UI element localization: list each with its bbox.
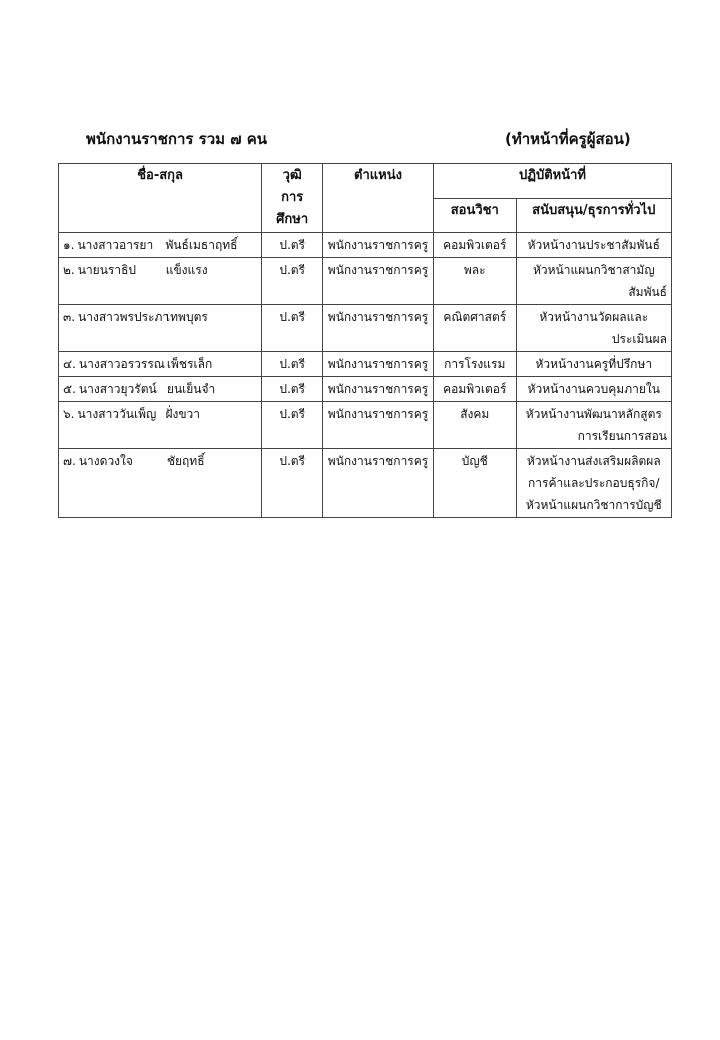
table-row: [59, 352, 672, 377]
staff-subject-cell: คอมพิวเตอร์: [433, 233, 516, 258]
support-duty-line: ประเมินผล: [611, 332, 667, 346]
staff-first-name: นางดวงใจ: [78, 454, 133, 468]
support-duty-line: หัวหน้างานครูที่ปรึกษา: [535, 357, 653, 371]
staff-support-duty-cell: [516, 352, 671, 377]
support-duty-line: หัวหน้างานวัดผลและ: [539, 310, 649, 324]
staff-education-cell: ป.ตรี: [262, 402, 323, 449]
column-header-support: สนับสนุน/ธุรการทั่วไป: [516, 198, 671, 233]
staff-support-duty-cell: [516, 305, 671, 352]
staff-education-cell: ป.ตรี: [262, 449, 323, 518]
support-duty-line: หัวหน้างานประชาสัมพันธ์: [527, 238, 660, 252]
table-row: [59, 233, 672, 258]
staff-table: [58, 163, 672, 518]
staff-subject-cell: พละ: [433, 258, 516, 305]
table-row: [59, 449, 672, 518]
staff-position-cell: พนักงานราชการครู: [323, 352, 434, 377]
staff-table-body: [59, 233, 672, 518]
staff-last-name: ยนเย็นจำ: [166, 382, 216, 396]
support-duty-line: การเรียนการสอน: [577, 429, 667, 443]
support-duty-line: สัมพันธ์: [628, 285, 667, 299]
staff-subject-cell: คอมพิวเตอร์: [433, 377, 516, 402]
staff-support-duty-cell: [516, 258, 671, 305]
staff-support-duty-cell: [516, 402, 671, 449]
section-role-note: (ทำหน้าที่ครูผู้สอน): [505, 130, 631, 148]
staff-name-cell: [59, 402, 262, 449]
staff-number: ๗.: [63, 454, 76, 468]
staff-last-name: เพ็ชรเล็ก: [166, 357, 213, 371]
support-duty-line: หัวหน้าแผนกวิชาการบัญชี: [525, 498, 662, 512]
staff-first-name: นางสาวอารยา: [77, 238, 154, 252]
staff-first-name: นางสาววันเพ็ญ: [77, 407, 157, 421]
staff-position-cell: พนักงานราชการครู: [323, 258, 434, 305]
staff-number: ๖.: [63, 407, 75, 421]
column-header-education-line2: การศึกษา: [276, 190, 309, 227]
staff-education-cell: ป.ตรี: [262, 377, 323, 402]
staff-first-name: นางสาวอรวรรณ: [78, 357, 165, 371]
staff-name-cell: [59, 305, 262, 352]
staff-last-name: พันธ์เมธาฤทธิ์: [165, 238, 238, 252]
staff-first-name: นางสาวยุวรัตน์: [78, 382, 157, 396]
staff-name-cell: [59, 258, 262, 305]
staff-number: ๕.: [63, 382, 76, 396]
staff-education-cell: ป.ตรี: [262, 305, 323, 352]
support-duty-line: หัวหน้างานพัฒนาหลักสูตร: [525, 407, 662, 421]
staff-support-duty-cell: [516, 377, 671, 402]
table-row: [59, 402, 672, 449]
staff-first-name: นางสาวพรประภา: [78, 310, 170, 324]
staff-position-cell: พนักงานราชการครู: [323, 377, 434, 402]
staff-position-cell: พนักงานราชการครู: [323, 233, 434, 258]
table-row: [59, 377, 672, 402]
staff-position-cell: พนักงานราชการครู: [323, 402, 434, 449]
column-header-position: ตำแหน่ง: [323, 164, 434, 233]
staff-number: ๔.: [63, 357, 76, 371]
support-duty-line: หัวหน้างานส่งเสริมผลิตผล: [526, 454, 661, 468]
staff-name-cell: [59, 352, 262, 377]
column-header-subject: สอนวิชา: [433, 198, 516, 233]
support-duty-line: หัวหน้างานควบคุมภายใน: [527, 382, 660, 396]
column-header-name: ชื่อ-สกุล: [59, 164, 262, 233]
staff-last-name: ฝั่งขวา: [165, 407, 201, 421]
staff-last-name: เทพบุตร: [166, 310, 208, 324]
staff-number: ๑.: [63, 238, 75, 252]
staff-education-cell: ป.ตรี: [262, 258, 323, 305]
support-duty-line: หัวหน้าแผนกวิชาสามัญ: [532, 263, 655, 277]
staff-number: ๒.: [63, 263, 75, 277]
column-header-education: [262, 164, 323, 233]
staff-support-duty-cell: [516, 449, 671, 518]
staff-education-cell: ป.ตรี: [262, 352, 323, 377]
staff-education-cell: ป.ตรี: [262, 233, 323, 258]
staff-subject-cell: บัญชี: [433, 449, 516, 518]
staff-first-name: นายนราธิป: [77, 263, 137, 277]
table-row: [59, 258, 672, 305]
staff-support-duty-cell: [516, 233, 671, 258]
support-duty-line: การค้าและประกอบธุรกิจ/: [528, 476, 660, 490]
staff-subject-cell: การโรงแรม: [433, 352, 516, 377]
staff-subject-cell: คณิตศาสตร์: [433, 305, 516, 352]
staff-position-cell: พนักงานราชการครู: [323, 449, 434, 518]
staff-number: ๓.: [63, 310, 76, 324]
staff-subject-cell: สังคม: [433, 402, 516, 449]
staff-name-cell: [59, 233, 262, 258]
column-header-education-line1: วุฒิ: [282, 168, 302, 183]
staff-name-cell: [59, 449, 262, 518]
section-title: พนักงานราชการ รวม ๗ คน: [86, 130, 268, 148]
staff-last-name: ชัยฤทธิ์: [166, 454, 205, 468]
column-header-duty: ปฏิบัติหน้าที่: [433, 164, 671, 199]
table-row: [59, 305, 672, 352]
staff-name-cell: [59, 377, 262, 402]
staff-position-cell: พนักงานราชการครู: [323, 305, 434, 352]
staff-last-name: แข็งแรง: [165, 263, 208, 277]
